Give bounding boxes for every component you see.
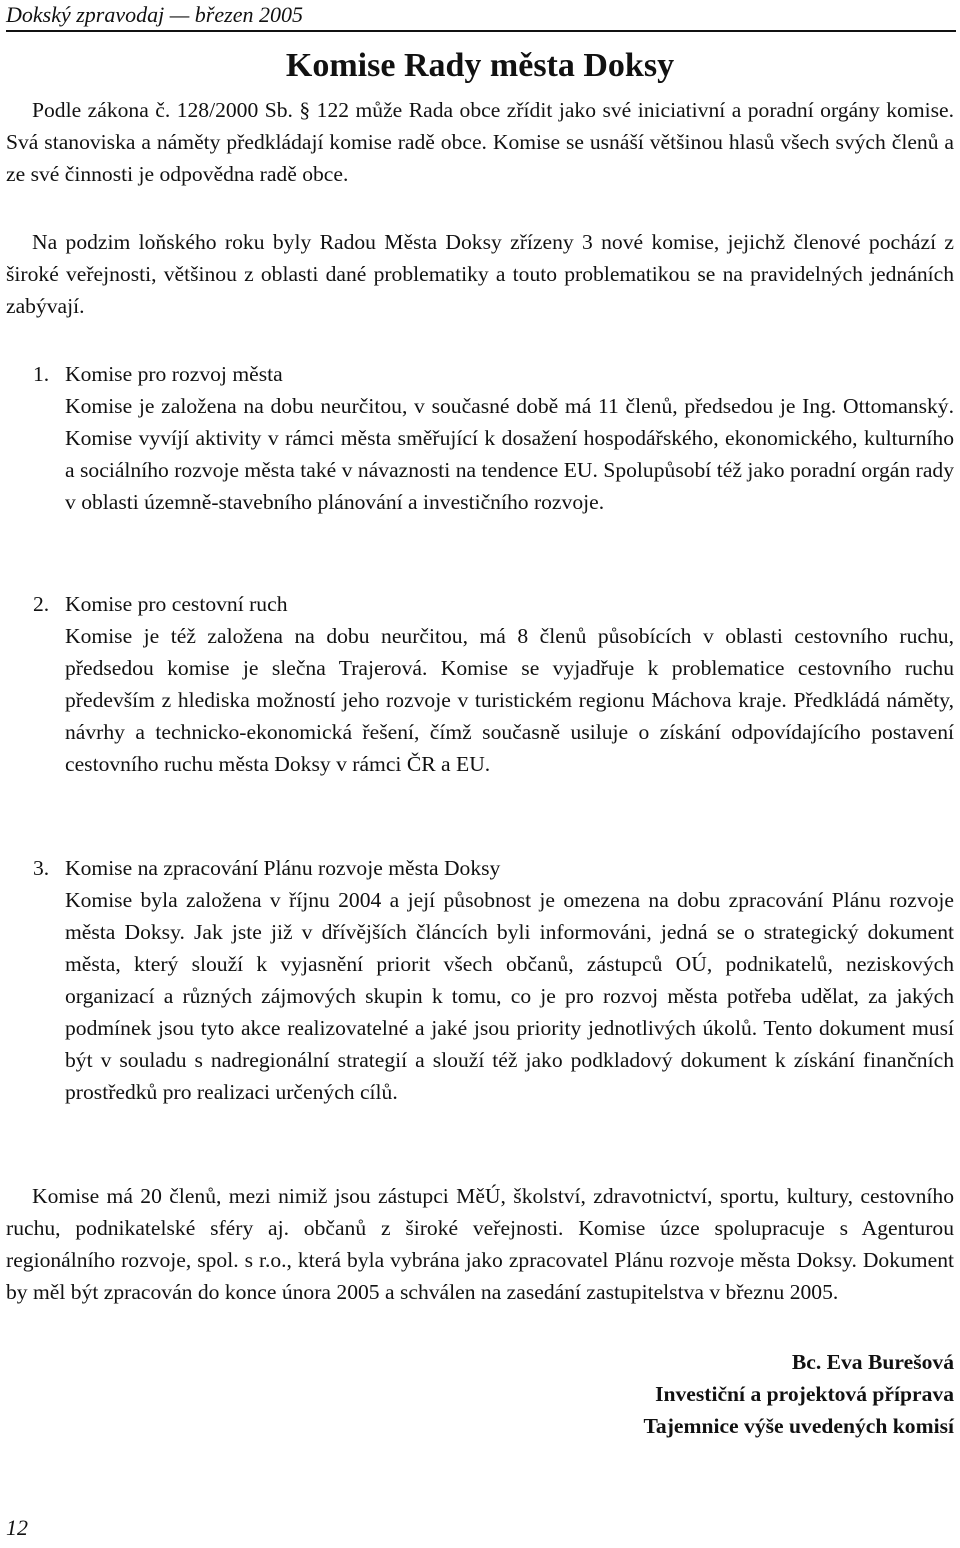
item-heading: Komise na zpracování Plánu rozvoje města Doksy xyxy=(65,856,501,880)
publication-header: Dokský zpravodaj — březen 2005 xyxy=(6,2,303,27)
item-body: Komise byla založena v říjnu 2004 a její působnost je omezena na dobu zpracování Plánu rozvoje města Doksy. Jak jste již v dřívějších článcích byli informováni, jedná se o strategický dokument města, který slouží k vyjasnění priorit všech občanů, zástupců OÚ, podnikatelů, neziskových organizací a různých zájmových skupin k tomu, co je pro rozvoj města potřeba udělat, za jakých podmínek jsou tyto akce realizovatelné a jaké jsou priority jednotlivých úkolů. Tento dokument musí být v souladu s nadregionální strategií a slouží též jako podkladový dokument k získání finančních prostředků pro realizaci určených cílů. xyxy=(65,888,954,1104)
item-number: 1. xyxy=(33,362,50,386)
item-content xyxy=(65,588,954,780)
header-divider xyxy=(6,30,956,32)
item-number: 2. xyxy=(33,592,50,616)
item-heading: Komise pro rozvoj města xyxy=(65,362,283,386)
item-number: 3. xyxy=(33,856,50,880)
signature-name: Bc. Eva Burešová xyxy=(791,1350,954,1374)
article-title: Komise Rady města Doksy xyxy=(285,47,675,84)
item-content xyxy=(65,358,954,518)
signature-department: Investiční a projektová příprava xyxy=(655,1382,954,1406)
item-heading: Komise pro cestovní ruch xyxy=(65,592,288,616)
intro-paragraph-2: Na podzim loňského roku byly Radou Města Doksy zřízeny 3 nové komise, jejichž členové pochází z široké veřejnosti, většinou z oblasti dané problematiky a touto problematikou se na pravidelných jednáních zabývají. xyxy=(6,230,954,318)
item-body: Komise je též založena na dobu neurčitou, má 8 členů působících v oblasti cestovního ruchu, předsedou komise je slečna Trajerová. Komise se vyjadřuje k problematice cestovního ruchu především z hlediska možností jeho rozvoje v turistickém regionu Máchova kraje. Předkládá náměty, návrhy a technicko-ekonomická řešení, čímž současně usiluje o získání odpovídajícího postavení cestovního ruchu města Doksy v rámci ČR a EU. xyxy=(65,624,954,776)
signature-role: Tajemnice výše uvedených komisí xyxy=(643,1414,954,1438)
intro-paragraph-1: Podle zákona č. 128/2000 Sb. § 122 může Rada obce zřídit jako své iniciativní a poradní orgány komise. Svá stanoviska a náměty předkládají komise radě obce. Komise se usnáší většinou hlasů všech svých členů a ze své činnosti je odpovědna radě obce. xyxy=(6,98,954,186)
page-number: 12 xyxy=(6,1515,28,1540)
item-body: Komise je založena na dobu neurčitou, v současné době má 11 členů, předsedou je Ing. Ottomanský. Komise vyvíjí aktivity v rámci města směřující k dosažení hospodářského, ekonomického, kulturního a sociálního rozvoje města také v návaznosti na tendence EU. Spolupůsobí též jako poradní orgán rady v oblasti územně-stavebního plánování a investičního rozvoje. xyxy=(65,394,954,514)
closing-paragraph: Komise má 20 členů, mezi nimiž jsou zástupci MěÚ, školství, zdravotnictví, sportu, kultury, cestovního ruchu, podnikatelské sféry aj. občanů z široké veřejnosti. Komise úzce spolupracuje s Agenturou regionálního rozvoje, spol. s r.o., která byla vybrána jako zpracovatel Plánu rozvoje města Doksy. Dokument by měl být zpracován do konce února 2005 a schválen na zasedání zastupitelstva v březnu 2005. xyxy=(6,1184,954,1304)
item-content xyxy=(65,852,954,1108)
signature-block xyxy=(300,1346,954,1442)
